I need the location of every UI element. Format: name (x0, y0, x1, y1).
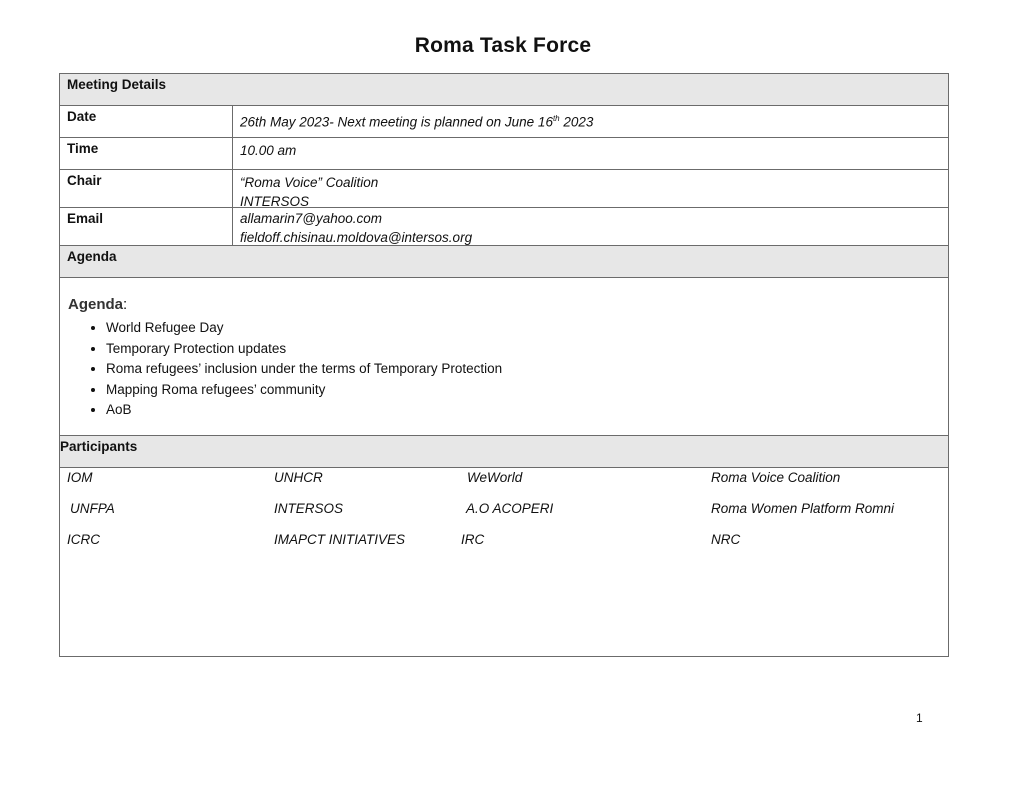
time-label: Time (60, 138, 233, 169)
chair-label: Chair (60, 170, 233, 207)
participant-cell: IOM (67, 470, 93, 485)
email-value (233, 208, 479, 245)
meeting-details-header: Meeting Details (60, 74, 948, 106)
chair-line-1: “Roma Voice” Coalition (240, 175, 379, 190)
participant-cell: NRC (711, 532, 741, 547)
participant-cell: UNHCR (274, 470, 323, 485)
email-line-2: fieldoff.chisinau.moldova@intersos.org (240, 230, 473, 245)
time-value: 10.00 am (240, 143, 297, 158)
participants-header: Participants (60, 436, 948, 468)
agenda-item: • World Refugee Day (106, 318, 940, 339)
agenda-item: • Temporary Protection updates (106, 339, 940, 360)
agenda-item: • AoB (106, 400, 940, 421)
page-number: 1 (916, 711, 923, 725)
meeting-table (59, 73, 949, 657)
participant-cell: IRC (461, 532, 485, 547)
date-row (60, 106, 948, 138)
chair-line-2: INTERSOS (240, 194, 310, 209)
participant-cell: IMAPCT INITIATIVES (274, 532, 406, 547)
participant-cell: Roma Voice Coalition (711, 470, 841, 485)
document-title: Roma Task Force (414, 34, 592, 57)
date-value: 26th May 2023- Next meeting is planned on June 16th 2023 (240, 114, 594, 130)
agenda-heading: Agenda (68, 296, 124, 313)
agenda-list (68, 318, 940, 421)
agenda-item: • Roma refugees’ inclusion under the terms of Temporary Protection (106, 359, 940, 380)
chair-row (60, 170, 948, 208)
participant-cell: ICRC (67, 532, 100, 547)
agenda-section: Agenda: • World Refugee Day • Temporary Protection updates • Roma refugees’ inclusion under the terms of Temporary Protection • Mapping Roma refugees’ community • AoB (60, 278, 948, 436)
agenda-item: • Mapping Roma refugees’ community (106, 380, 940, 401)
participant-cell: WeWorld (467, 470, 523, 485)
time-row (60, 138, 948, 170)
participant-cell: INTERSOS (274, 501, 344, 516)
email-row (60, 208, 948, 246)
participant-cell: Roma Women Platform Romni (711, 501, 895, 516)
email-label: Email (60, 208, 233, 245)
agenda-header: Agenda (60, 246, 948, 278)
participant-cell: A.O ACOPERI (466, 501, 554, 516)
participants-grid (60, 468, 948, 656)
email-line-1: allamarin7@yahoo.com (240, 211, 383, 226)
chair-value (233, 170, 385, 207)
date-label: Date (60, 106, 233, 137)
participant-cell: UNFPA (70, 501, 115, 516)
